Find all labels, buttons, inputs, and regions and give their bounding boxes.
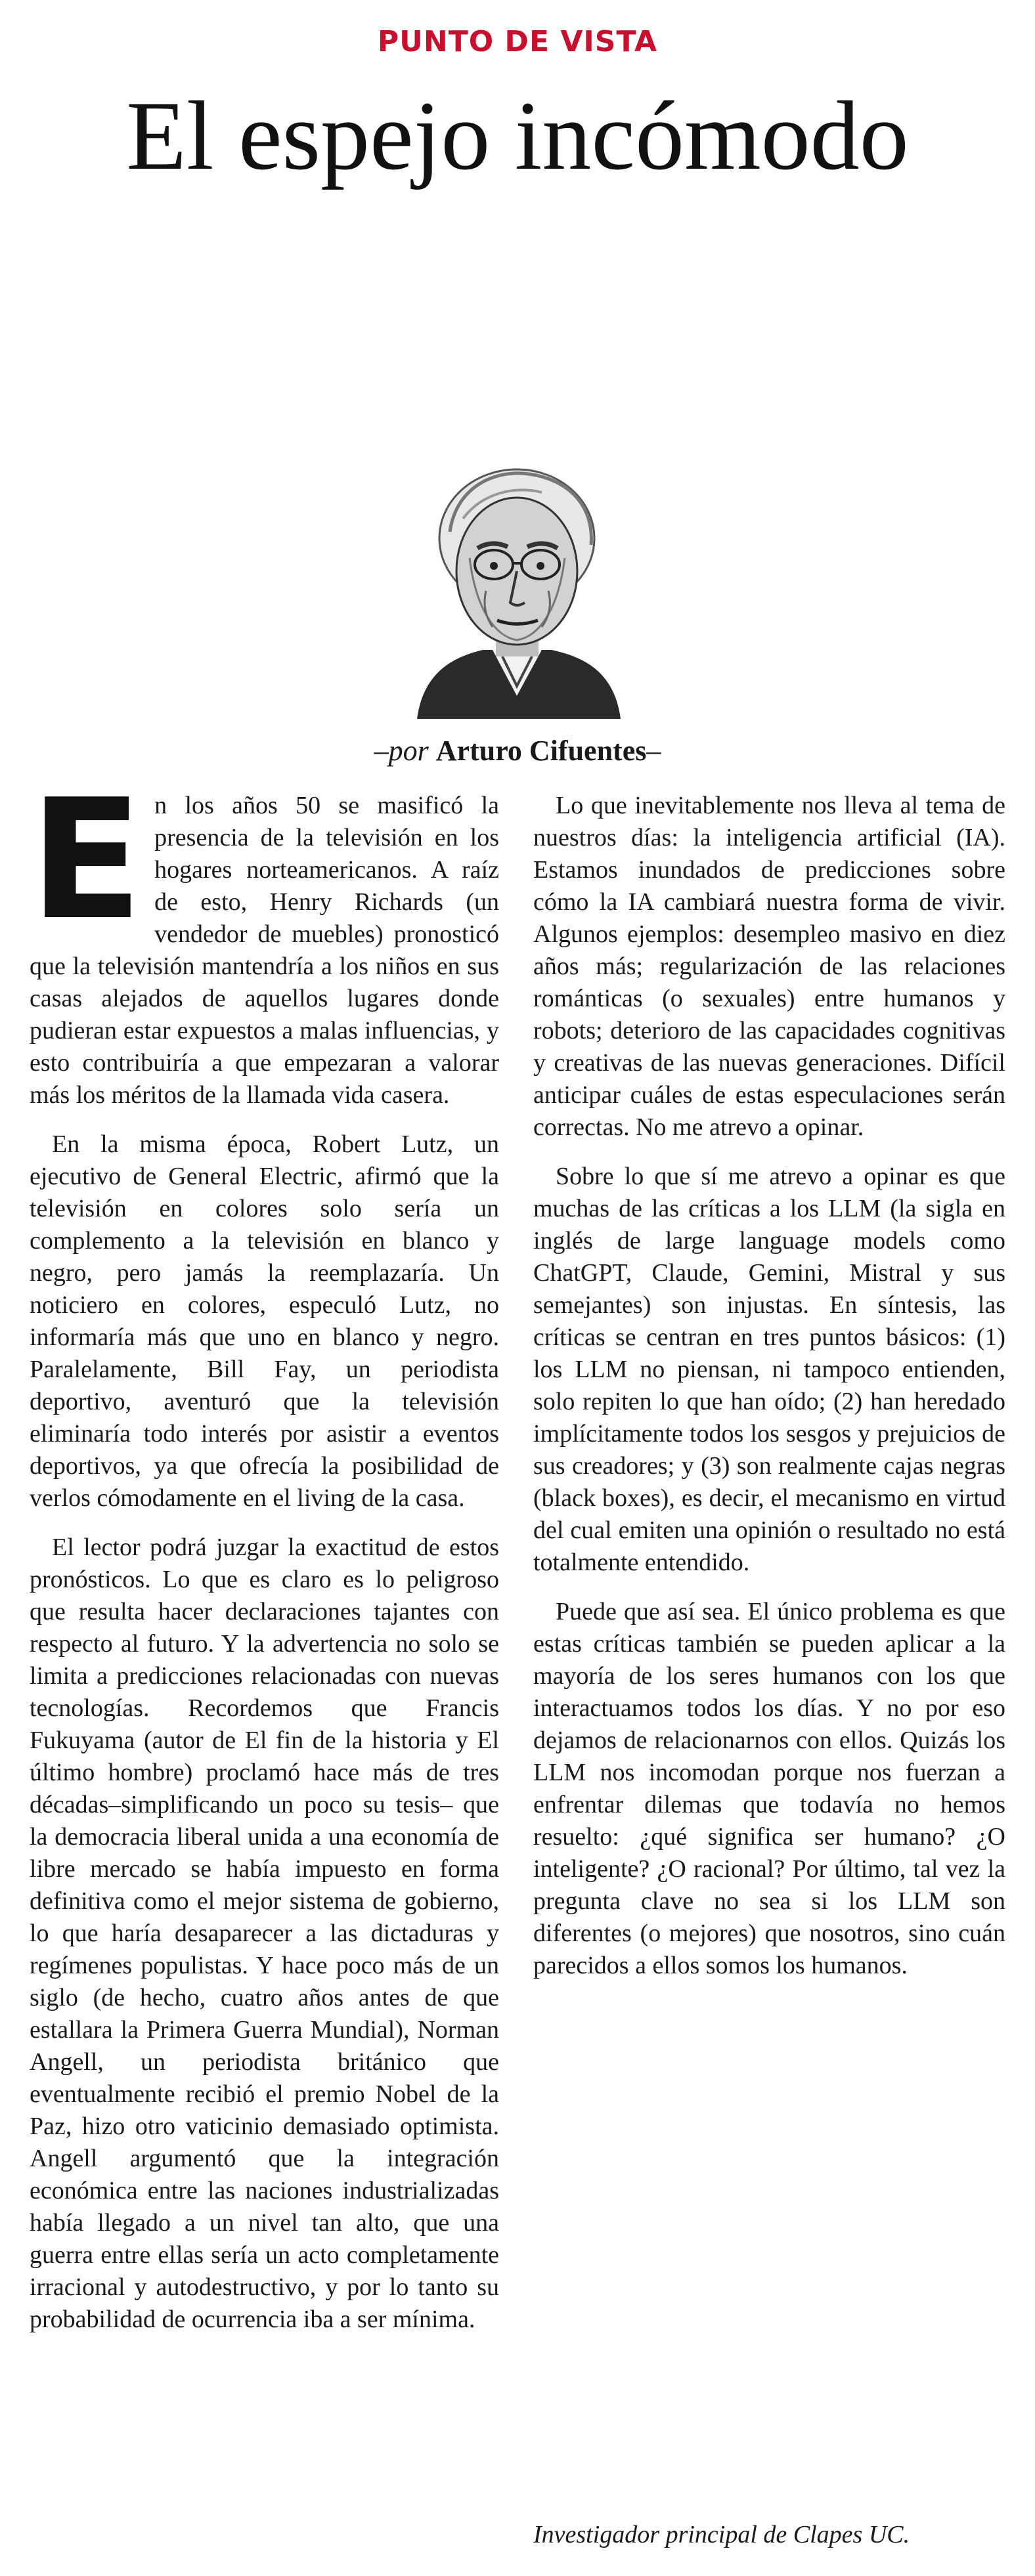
paragraph-6: Puede que así sea. El único problema es que estas críticas también se pueden aplicar a la mayoría de los seres humanos con los que interactuamos todos los días. Y no por eso dejamos de relacionarnos con ellos. Quizás los LLM nos incomodan porque nos fuerzan a enfrentar dilemas que todavía no hemos resuelto: ¿qué significa ser humano? ¿O inteligente? ¿O racional? Por último, tal vez la pregunta clave no sea si los LLM son diferentes (o mejores) que nosotros, sino cuán parecidos a ellos somos los humanos. <box>533 1598 1005 1979</box>
paragraph-3: El lector podrá juzgar la exactitud de estos pronósticos. Lo que es claro es lo peligroso que resulta hacer declaraciones tajantes con respecto al futuro. Y la advertencia no solo se limita a predicciones relacionadas con nuevas tecnologías. Recordemos que Francis Fukuyama (autor de El fin de la historia y El último hombre) proclamó hace más de tres décadas–simplificando un poco su tesis– que la democracia liberal unida a una economía de libre mercado se había impuesto en forma definitiva como el mejor sistema de gobierno, lo que haría desaparecer a las dictaduras y regímenes populistas. Y hace poco más de un siglo (de hecho, cuatro años antes de que estallara la Primera Guerra Mundial), Norman Angell, un periodista británico que eventualmente recibió el premio Nobel de la Paz, hizo otro vaticinio demasiado optimista. Angell argumentó que la integración económica entre las naciones industrializadas había llegado a un nivel tan alto, que una guerra entre ellas sería un acto completamente irracional y autodestructivo, y por lo tanto su probabilidad de ocurrencia iba a ser mínima. <box>30 1534 499 2333</box>
headline: El espejo incómodo <box>126 81 909 190</box>
byline-author: Arturo Cifuentes <box>435 735 647 767</box>
paragraph-1 <box>30 764 499 1111</box>
section-label: PUNTO DE VISTA <box>377 25 658 58</box>
paragraph-5: Sobre lo que sí me atrevo a opinar es que muchas de las críticas a los LLM (la sigla en inglés de large language models como ChatGPT, Claude, Gemini, Mistral y sus semejantes) son injustas. En síntesis, las críticas se centran en tres puntos básicos: (1) los LLM no piensan, ni tampoco entienden, solo repiten lo que han oído; (2) han heredado implícitamente todos los sesgos y prejuicios de sus creadores; y (3) son realmente cajas negras (black boxes), es decir, el mecanismo en virtud del cual emiten una opinión o resultado no está totalmente entendido. <box>533 1163 1005 1576</box>
author-portrait <box>404 460 630 719</box>
byline-suffix: – <box>646 735 661 767</box>
drop-cap: E <box>30 764 143 956</box>
byline <box>0 734 1035 767</box>
paragraph-1-text: n los años 50 se masificó la presencia de la televisión en los hogares norteamericanos. A raíz de esto, Henry Richards (un vendedor de muebles) pronosticó que la televisión mantendría a los niños en sus casas alejados de aquellos lugares donde pudieran estar expuestos a malas influencias, y esto contribuiría a que empezaran a valorar más los méritos de la llamada vida casera. <box>30 792 499 1109</box>
byline-prefix: –por <box>374 735 429 767</box>
author-affiliation: Investigador principal de Clapes UC. <box>533 2521 910 2548</box>
article-column-left <box>30 764 499 2353</box>
paragraph-2: En la misma época, Robert Lutz, un ejecutivo de General Electric, afirmó que la televisión en colores solo sería un complemento a la televisión en blanco y negro, pero jamás la reemplazaría. Un noticiero en colores, especuló Lutz, no informaría más que uno en blanco y negro. Paralelamente, Bill Fay, un periodista deportivo, aventuró que la televisión eliminaría todo interés por asistir a eventos deportivos, ya que ofrecía la posibilidad de verlos cómodamente en el living de la casa. <box>30 1130 499 1512</box>
author-portrait-drawing <box>404 460 630 719</box>
paragraph-4: Lo que inevitablemente nos lleva al tema de nuestros días: la inteligencia artificial (IA). Estamos inundados de predicciones sobre cómo la IA cambiará nuestra forma de vivir. Algunos ejemplos: desempleo masivo en diez años más; regularización de las relaciones románticas (o sexuales) entre humanos y robots; deterioro de las capacidades cognitivas y creativas de las nuevas generaciones. Difícil anticipar cuáles de estas especulaciones serán correctas. No me atrevo a opinar. <box>533 792 1005 1141</box>
article-column-right <box>533 790 1005 1999</box>
